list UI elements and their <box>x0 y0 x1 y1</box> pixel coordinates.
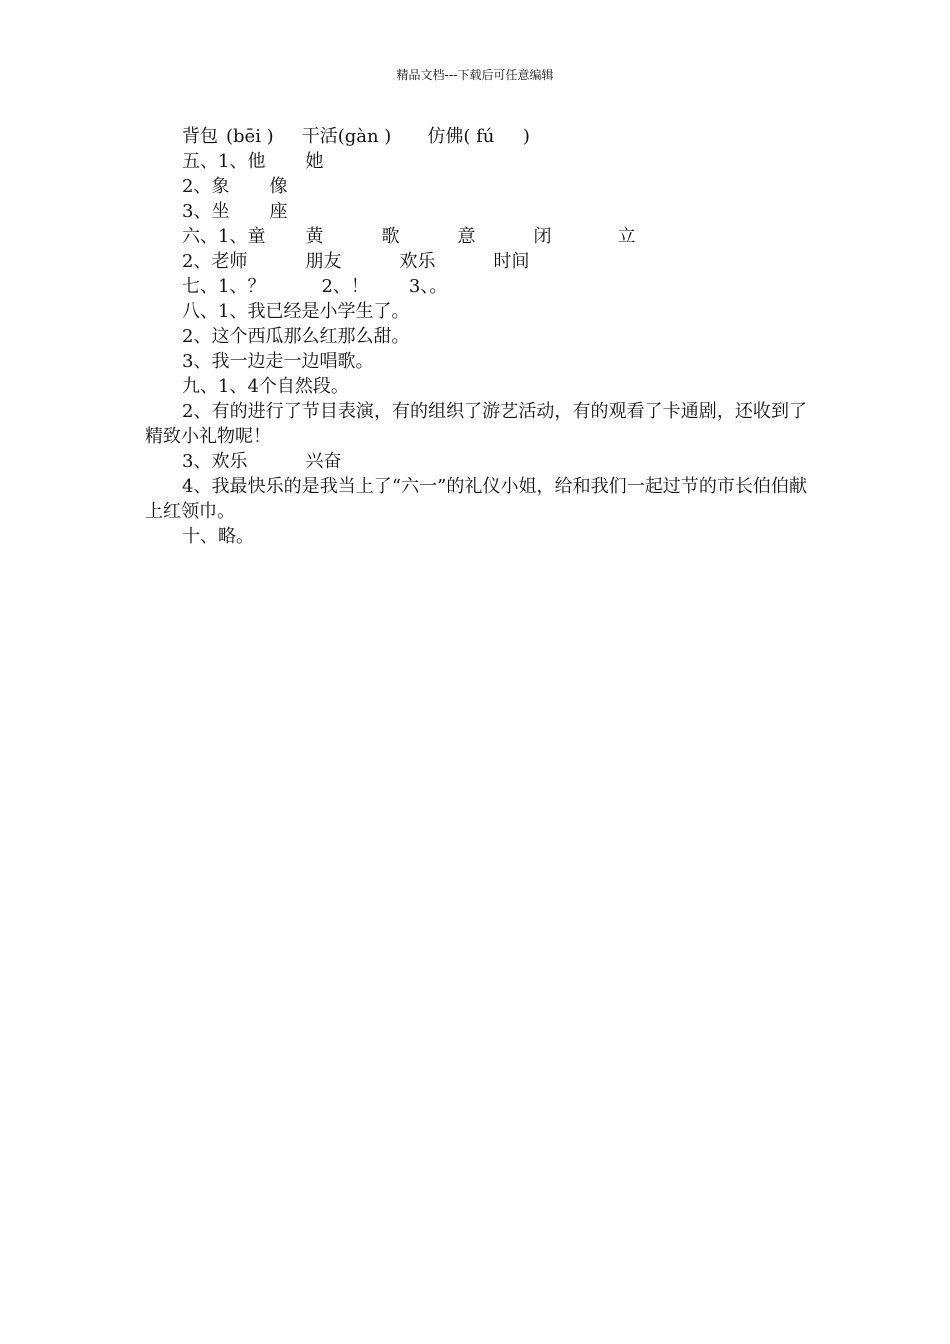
s8-q2 <box>145 324 807 349</box>
answer-item: 朋友 <box>305 251 342 272</box>
answer-item: 他 <box>247 151 266 172</box>
s6-q1 <box>145 224 807 249</box>
answer-item: 她 <box>305 151 324 172</box>
s5-q3 <box>145 199 807 224</box>
s9-q3 <box>145 449 807 474</box>
pinyin-bei: (bēi ) <box>226 126 274 147</box>
answer-item: 立 <box>617 226 636 247</box>
s9-q4: 4、我最快乐的是我当上了“六一”的礼仪小姐，给和我们一起过节的市长伯伯献上红领巾。 <box>145 476 807 522</box>
answer-item: 童 <box>247 226 266 247</box>
item-label: 2、 <box>182 251 212 272</box>
answer-sentence: 八、1、我已经是小学生了。 <box>182 301 410 322</box>
answer-sentence: 九、1、4个自然段。 <box>182 376 349 397</box>
word-ganhuo: 干活 <box>301 126 338 147</box>
pinyin-fu: ( fú ) <box>463 126 530 147</box>
s9-q1 <box>145 374 807 399</box>
s5-q1 <box>145 149 807 174</box>
answer-item: 座 <box>269 201 288 222</box>
answer-sentence: 十、略。 <box>182 526 254 547</box>
answer-item: 象 <box>211 176 230 197</box>
page-header: 精品文档---下载后可任意编辑 <box>396 68 554 82</box>
answer-item: 像 <box>269 176 288 197</box>
answer-item: 欢乐 <box>399 251 436 272</box>
answer-item: 欢乐 <box>211 451 248 472</box>
answer-item: 坐 <box>211 201 230 222</box>
s9-q2: 2、有的进行了节目表演，有的组织了游艺活动，有的观看了卡通剧，还收到了精致小礼物呢！ <box>145 401 807 447</box>
answer-sentence: 2、这个西瓜那么红那么甜。 <box>182 326 410 347</box>
answer-item: 老师 <box>211 251 248 272</box>
answer-item: 时间 <box>493 251 530 272</box>
word-fangfu: 仿佛 <box>427 126 464 147</box>
answer-item: ？ <box>247 276 266 297</box>
pinyin-gan: (gàn ) <box>337 126 392 147</box>
s6-q2 <box>145 249 807 274</box>
item-label: 五、1、 <box>182 151 248 172</box>
s8-q3 <box>145 349 807 374</box>
s10 <box>145 524 807 549</box>
s7 <box>145 274 807 299</box>
item-label: 3、 <box>182 451 212 472</box>
answer-content <box>145 124 807 549</box>
answer-item: 歌 <box>381 226 400 247</box>
answer-item: 意 <box>457 226 476 247</box>
answer-item: 黄 <box>305 226 324 247</box>
item-label: 七、1、 <box>182 276 248 297</box>
s8-q1 <box>145 299 807 324</box>
item-label: 六、1、 <box>182 226 248 247</box>
answer-item: 3、。 <box>408 276 448 297</box>
word-beibao: 背包 <box>182 126 218 147</box>
answer-sentence: 3、我一边走一边唱歌。 <box>182 351 374 372</box>
pinyin-line <box>145 124 807 149</box>
item-label: 3、 <box>182 201 212 222</box>
answer-item: 兴奋 <box>305 451 342 472</box>
item-label: 2、 <box>182 176 212 197</box>
answer-item: 2、！ <box>321 276 369 297</box>
answer-item: 闭 <box>533 226 552 247</box>
s5-q2 <box>145 174 807 199</box>
